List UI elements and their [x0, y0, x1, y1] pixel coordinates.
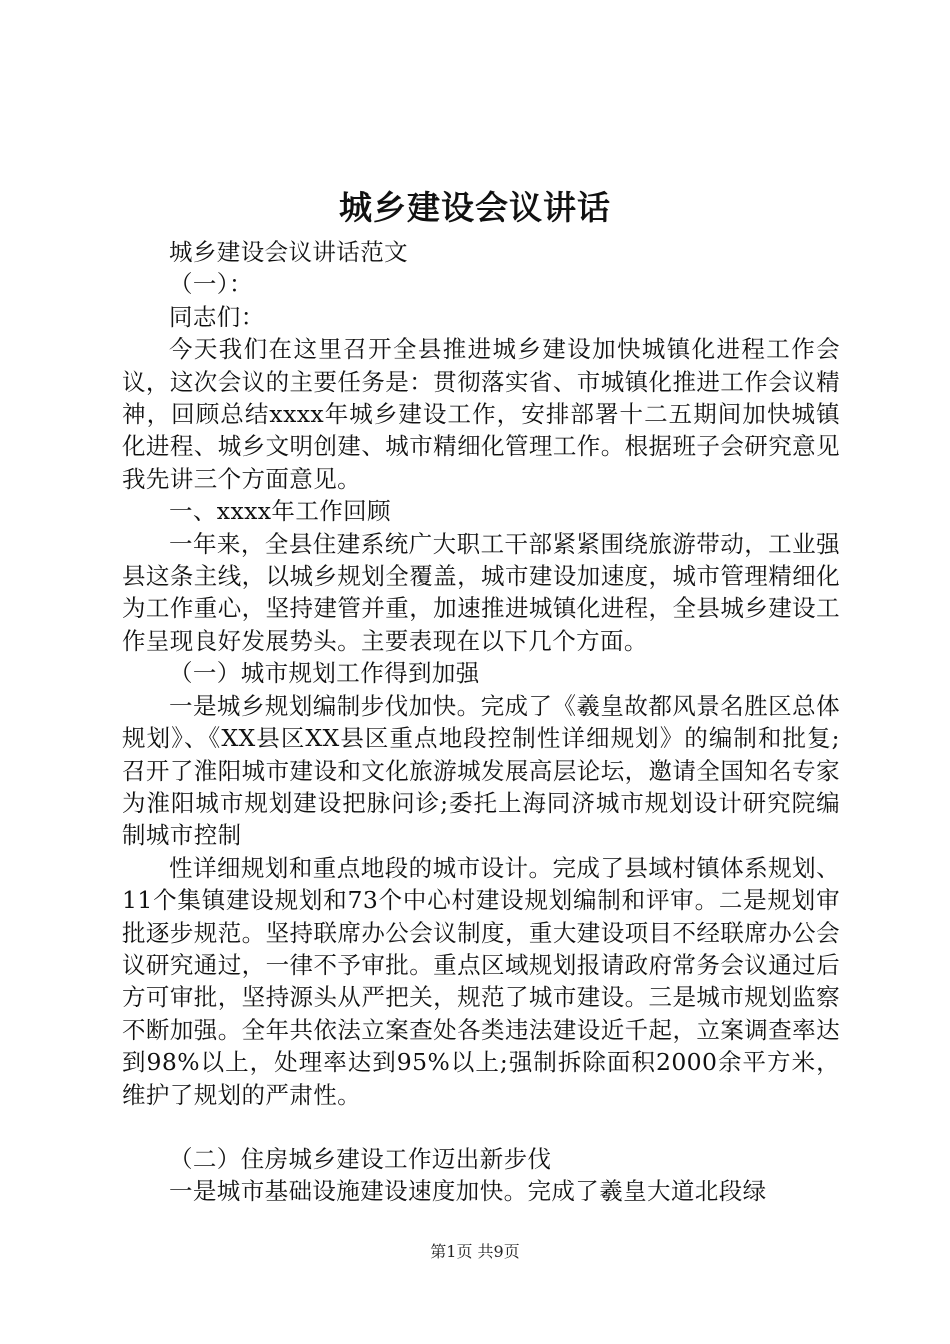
salutation-paragraph: 同志们： [169, 302, 265, 331]
section-marker-paragraph: （一）： [169, 270, 253, 299]
body-paragraph: 一是城市基础设施建设速度加快。完成了羲皇大道北段绿 [169, 1177, 767, 1206]
subtitle-paragraph: 城乡建设会议讲话范文 [169, 238, 408, 266]
page-number-footer: 第1页 共9页 [430, 1242, 520, 1261]
subheading-paragraph: （二）住房城乡建设工作迈出新步伐 [169, 1144, 552, 1173]
document-body [122, 236, 840, 1208]
heading-paragraph: 一、xxxx年工作回顾 [169, 497, 391, 526]
body-paragraph: 一是城乡规划编制步伐加快。完成了《羲皇故都风景名胜区总体规划》、《XX县区XX县区重点地段控制性详细规划》的编制和批复;召开了淮阳城市建设和文化旅游城发展高层论坛，邀请全国知名专家为淮阳城市规划建设把脉问诊;委托上海同济城市规划设计研究院编制城市控制 [122, 691, 840, 850]
body-paragraph: 性详细规划和重点地段的城市设计。完成了县域村镇体系规划、11个集镇建设规划和73个中心村建设规划编制和评审。二是规划审批逐步规范。坚持联席办公会议制度，重大建设项目不经联席办公会议研究通过，一律不予审批。重点区域规划报请政府常务会议通过后方可审批，坚持源头从严把关，规范了城市建设。三是城市规划监察不断加强。全年共依法立案查处各类违法建设近千起，立案调查率达到98%以上，处理率达到95%以上;强制拆除面积2000余平方米，维护了规划的严肃性。 [122, 853, 840, 1109]
document-title: 城乡建设会议讲话 [339, 188, 611, 227]
body-paragraph: 今天我们在这里召开全县推进城乡建设加快城镇化进程工作会议，这次会议的主要任务是：贯彻落实省、市城镇化推进工作会议精神，回顾总结xxxx年城乡建设工作，安排部署十二五期间加快城镇化进程、城乡文明创建、城市精细化管理工作。根据班子会研究意见我先讲三个方面意见。 [122, 335, 840, 493]
subheading-paragraph: （一）城市规划工作得到加强 [169, 659, 480, 688]
body-paragraph: 一年来，全县住建系统广大职工干部紧紧围绕旅游带动，工业强县这条主线，以城乡规划全覆盖，城市建设加速度，城市管理精细化为工作重心，坚持建管并重，加速推进城镇化进程，全县城乡建设工作呈现良好发展势头。主要表现在以下几个方面。 [122, 529, 840, 655]
